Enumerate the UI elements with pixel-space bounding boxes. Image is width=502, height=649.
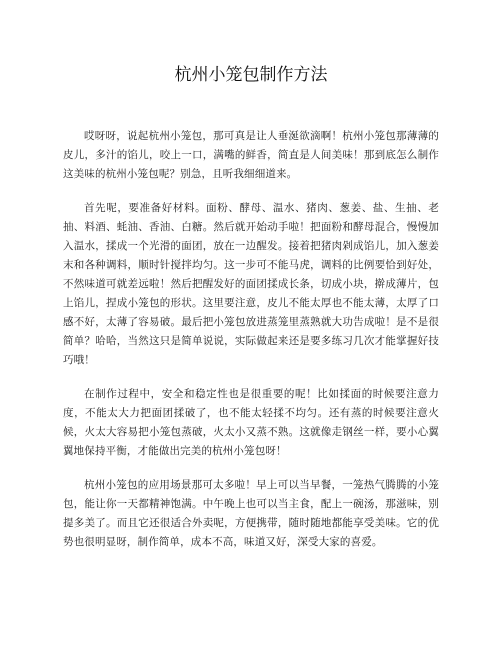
- paragraph-safety: 在制作过程中，安全和稳定性也是很重要的呢！比如揉面的时候要注意力度，不能太大力把面团揉破了，也不能太轻揉不均匀。还有蒸的时候要注意火候，火太大容易把小笼包蒸破，火太小又蒸不熟。这就像走钢丝一样，要小心翼翼地保持平衡，才能做出完美的杭州小笼包呀！: [63, 388, 439, 457]
- paragraph-steps: 首先呢，要准备好材料。面粉、酵母、温水、猪肉、葱姜、盐、生抽、老抽、料酒、蚝油、香油、白糖。然后就开始动手啦！把面粉和酵母混合，慢慢加入温水，揉成一个光滑的面团，放在一边醒发。接着把猪肉剁成馅儿，加入葱姜末和各种调料，顺时针搅拌均匀。这一步可不能马虎，调料的比例要恰到好处，不然味道可就差远啦！然后把醒发好的面团揉成长条，切成小块，擀成薄片，包上馅儿，捏成小笼包的形状。这里要注意，皮儿不能太厚也不能太薄，太厚了口感不好，太薄了容易破。最后把小笼包放进蒸笼里蒸熟就大功告成啦！是不是很简单？哈哈，当然这只是简单说说，实际做起来还是要多练习几次才能掌握好技巧哦！: [63, 202, 439, 366]
- document-body: [63, 127, 439, 567]
- document-title: 杭州小笼包制作方法: [174, 65, 328, 85]
- paragraph-intro: 哎呀呀，说起杭州小笼包，那可真是让人垂涎欲滴啊！杭州小笼包那薄薄的皮儿，多汁的馅儿，咬上一口，满嘴的鲜香，简直是人间美味！那到底怎么制作这美味的杭州小笼包呢？别急，且听我细细道来。: [63, 130, 439, 180]
- paragraph-usage: 杭州小笼包的应用场景那可太多啦！早上可以当早餐，一笼热气腾腾的小笼包，能让你一天都精神饱满。中午晚上也可以当主食，配上一碗汤，那滋味，别提多美了。而且它还很适合外卖呢，方便携带，随时随地都能享受美味。它的优势也很明显呀，制作简单，成本不高，味道又好，深受大家的喜爱。: [63, 479, 439, 548]
